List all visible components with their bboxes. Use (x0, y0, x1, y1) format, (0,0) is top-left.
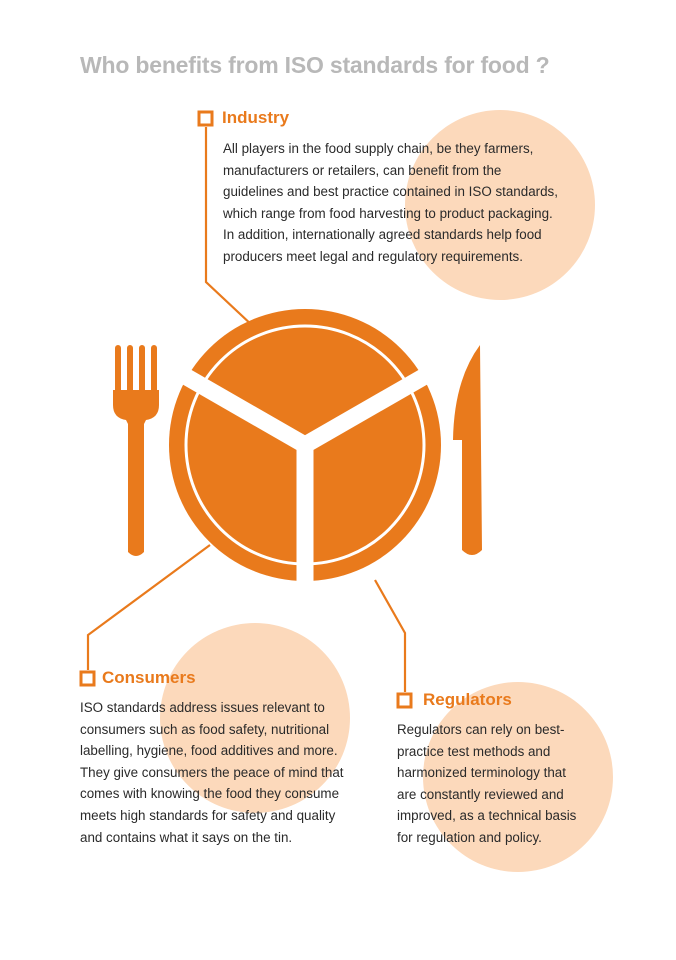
regulators-description (397, 719, 592, 849)
text-line: labelling, hygiene, food additives and more. (80, 743, 338, 759)
text-line: improved, as a technical basis (397, 808, 577, 824)
regulators-heading: Regulators (423, 690, 512, 709)
text-line: are constantly reviewed and (397, 786, 564, 802)
text-line: which range from food harvesting to product packaging. (223, 205, 553, 221)
text-line: meets high standards for safety and quality (80, 807, 336, 823)
text-line: In addition, internationally agreed standards help food (223, 227, 542, 243)
text-line: They give consumers the peace of mind that (80, 764, 344, 780)
text-line: producers meet legal and regulatory requirements. (223, 248, 523, 264)
knife-icon (453, 345, 482, 555)
text-line: comes with knowing the food they consume (80, 786, 340, 802)
consumers-square-bullet-icon (81, 672, 94, 685)
industry-square-bullet-icon (199, 112, 212, 125)
regulators-square-bullet-icon (398, 694, 411, 707)
text-line: manufacturers or retailers, can benefit from the (223, 162, 502, 178)
text-line: guidelines and best practice contained in ISO standards, (223, 184, 558, 200)
regulators-connector (375, 580, 405, 692)
industry-description (223, 138, 563, 268)
text-line: consumers such as food safety, nutritional (80, 721, 330, 737)
industry-heading: Industry (222, 108, 290, 127)
text-line: harmonized terminology that (397, 765, 566, 781)
text-line: practice test methods and (397, 743, 551, 759)
plate-icon (169, 309, 441, 590)
consumers-heading: Consumers (102, 668, 196, 687)
page-title: Who benefits from ISO standards for food ? (80, 52, 550, 78)
text-line: All players in the food supply chain, be they farmers, (223, 141, 534, 156)
text-line: and contains what it says on the tin. (80, 829, 293, 845)
text-line: for regulation and policy. (397, 829, 542, 845)
text-line: Regulators can rely on best- (397, 722, 565, 737)
fork-icon (113, 345, 159, 556)
consumers-description (80, 697, 350, 848)
text-line: ISO standards address issues relevant to (80, 700, 325, 715)
